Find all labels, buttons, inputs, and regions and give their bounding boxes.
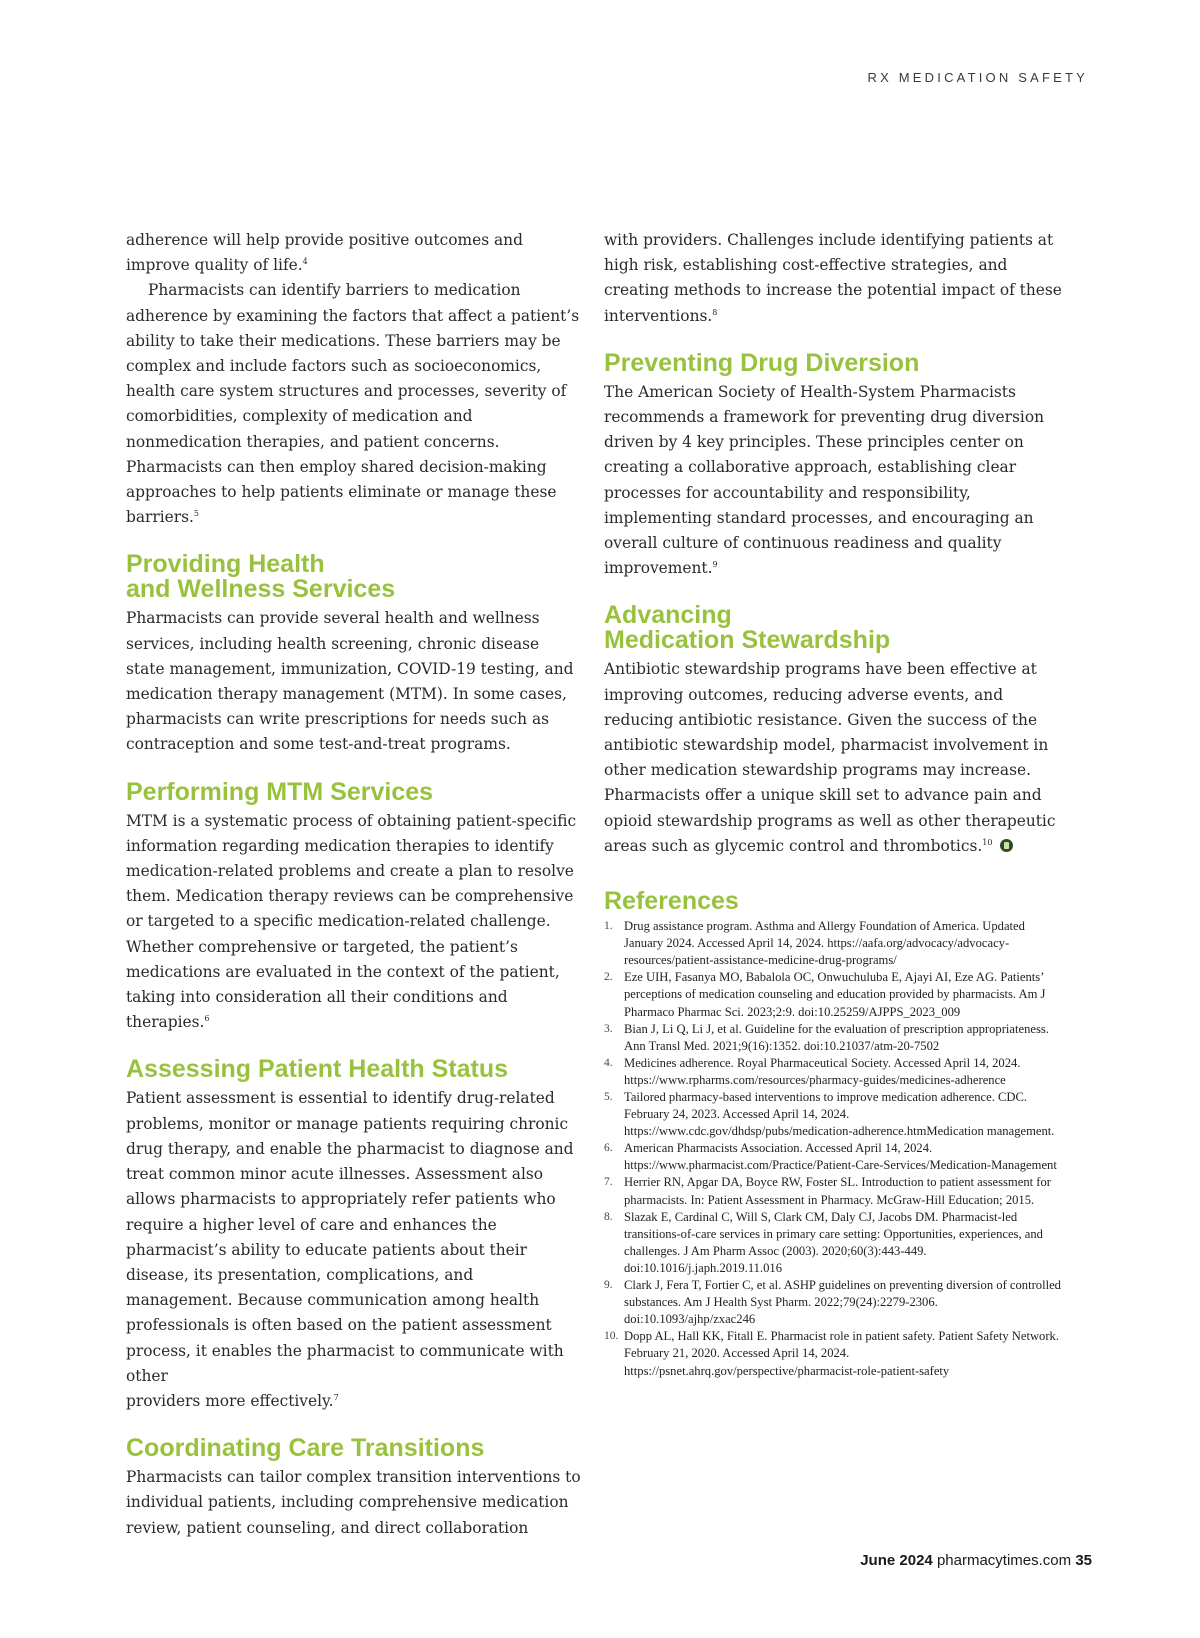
reference-text: Eze UIH, Fasanya MO, Babalola OC, Onwuchuluba E, Ajayi AI, Eze AG. Patients’ perceptions of medication counseling and education provided by pharmacists. Am J Pharmaco Pharmac Sci. 2023;2:9. doi:10.25259/AJPPS_2023_009 bbox=[624, 970, 1046, 1019]
issue-date: June 2024 bbox=[860, 1552, 933, 1569]
reference-item bbox=[604, 1277, 1066, 1328]
reference-number: 4. bbox=[604, 1056, 613, 1069]
reference-item bbox=[604, 1089, 1066, 1140]
section-heading: Assessing Patient Health Status bbox=[126, 1055, 509, 1084]
reference-text: Clark J, Fera T, Fortier C, et al. ASHP guidelines on preventing diversion of controlled substances. Am J Health Syst Pharm. 2022;79(24):2279-2306. doi:10.1093/ajhp/zxac246 bbox=[624, 1278, 1061, 1327]
paragraph-text: Pharmacists can identify barriers to medication adherence by examining the factors that affect a patient’s ability to take their medications. These barriers may be complex and include factors such as socioeconomics, health care system structures and processes, severity of comorbidities, complexity of medication and nonmedication therapies, and patient concerns. Pharmacists can then employ shared decision-making approaches to help patients eliminate or manage these barriers. bbox=[126, 281, 580, 527]
reference-number: 6. bbox=[604, 1142, 613, 1155]
reference-number: 3. bbox=[604, 1022, 613, 1035]
running-head: RX MEDICATION SAFETY bbox=[867, 70, 1088, 85]
reference-list bbox=[604, 918, 1066, 1380]
reference-number: 10. bbox=[604, 1330, 619, 1343]
paragraph bbox=[126, 278, 581, 530]
paragraph-text: Antibiotic stewardship programs have been effective at improving outcomes, reducing adverse events, and reducing antibiotic resistance. Given the success of the antibiotic stewardship model, pharmacist involvement in other medication stewardship programs may increase. Pharmacists offer a unique skill set to advance pain and opioid stewardship programs as well as other therapeutic areas such as glycemic control and thrombotics. bbox=[604, 660, 1056, 855]
reference-item bbox=[604, 1174, 1066, 1208]
paragraph-text: adherence will help provide positive outcomes and improve quality of life. bbox=[126, 231, 523, 275]
citation: 7 bbox=[333, 1392, 339, 1402]
paragraph bbox=[604, 380, 1066, 582]
heading-line: Medication Stewardship bbox=[604, 626, 891, 655]
references-heading: References bbox=[604, 887, 739, 916]
reference-number: 7. bbox=[604, 1176, 613, 1189]
reference-item bbox=[604, 918, 1066, 969]
reference-number: 5. bbox=[604, 1091, 613, 1103]
reference-item bbox=[604, 1328, 1066, 1379]
paragraph bbox=[604, 657, 1066, 859]
reference-item bbox=[604, 1055, 1066, 1089]
paragraph-text: with providers. Challenges include identifying patients at high risk, establishing cost-effective strategies, and creating methods to increase the potential impact of these interventions. bbox=[604, 231, 1062, 325]
end-mark-icon bbox=[1000, 839, 1013, 852]
citation: 4 bbox=[302, 257, 308, 267]
paragraph: Pharmacists can tailor complex transition interventions to individual patients, including comprehensive medication review, patient counseling, and direct collaboration bbox=[126, 1468, 581, 1537]
reference-text: Tailored pharmacy-based interventions to improve medication adherence. CDC. February 24, 2023. Accessed April 14, 2024. https://www.cdc.gov/dhdsp/pubs/medication-adherence.htmMedication management. bbox=[624, 1090, 1055, 1139]
paragraph bbox=[126, 809, 581, 1036]
right-column bbox=[604, 228, 1066, 1380]
reference-number: 9. bbox=[604, 1279, 613, 1292]
site-url[interactable]: pharmacytimes.com bbox=[936, 1552, 1072, 1569]
reference-number: 1. bbox=[604, 920, 613, 933]
reference-text: Medicines adherence. Royal Pharmaceutical Society. Accessed April 14, 2024. https://www.rpharms.com/resources/pharmacy-guides/medicines-adherence bbox=[624, 1055, 1021, 1087]
section-heading: Preventing Drug Diversion bbox=[604, 348, 920, 377]
citation: 5 bbox=[193, 509, 200, 519]
heading-line: Advancing bbox=[604, 601, 732, 630]
reference-text: Dopp AL, Hall KK, Fitall E. Pharmacist role in patient safety. Patient Safety Network. February 21, 2020. Accessed April 14, 2024. https://psnet.ahrq.gov/perspective/pharmacist-role-patient-safety bbox=[624, 1329, 1059, 1378]
reference-number: 8. bbox=[604, 1210, 613, 1223]
citation: 10 bbox=[982, 837, 993, 847]
section-heading: Coordinating Care Transitions bbox=[126, 1434, 485, 1463]
paragraph-text: providers more effectively. bbox=[126, 1391, 334, 1410]
section-heading bbox=[604, 603, 1066, 653]
reference-item bbox=[604, 1209, 1066, 1277]
reference-text: Herrier RN, Apgar DA, Boyce RW, Foster SL. Introduction to patient assessment for pharmacists. In: Patient Assessment in Pharmacy. McGraw-Hill Education; 2015. bbox=[624, 1175, 1051, 1207]
section-heading: Performing MTM Services bbox=[126, 777, 434, 806]
reference-text: American Pharmacists Association. Accessed April 14, 2024. https://www.pharmacist.com/Practice/Patient-Care-Services/Medication-Management bbox=[624, 1141, 1057, 1173]
reference-text: Drug assistance program. Asthma and Allergy Foundation of America. Updated January 2024. Accessed April 14, 2024. https://aafa.org/advocacy/advocacy-resources/patient-assistance-medicine-drug-programs/ bbox=[624, 919, 1025, 968]
page-footer bbox=[860, 1552, 1092, 1569]
reference-item bbox=[604, 1140, 1066, 1174]
page-number: 35 bbox=[1075, 1552, 1092, 1569]
paragraph bbox=[126, 1086, 581, 1414]
reference-item bbox=[604, 969, 1066, 1020]
reference-item bbox=[604, 1021, 1066, 1055]
paragraph bbox=[604, 228, 1066, 329]
reference-text: Bian J, Li Q, Li J, et al. Guideline for the evaluation of prescription appropriateness. Ann Transl Med. 2021;9(16):1352. doi:10.21037/atm-20-7502 bbox=[624, 1021, 1049, 1053]
reference-number: 2. bbox=[604, 971, 613, 984]
paragraph-text: The American Society of Health-System Pharmacists recommends a framework for preventing drug diversion driven by 4 key principles. These principles center on creating a collaborative approach, establishing clear processes for accountability and responsibility, implementing standard processes, and encouraging an overall culture of continuous readiness and quality improvement. bbox=[604, 382, 1045, 578]
left-column bbox=[126, 228, 581, 1541]
reference-text: Slazak E, Cardinal C, Will S, Clark CM, Daly CJ, Jacobs DM. Pharmacist-led transitions-of-care services in primary care setting: Opportunities, experiences, and challenges. J Am Pharm Assoc (2003). 2020;60(3):443-449. doi:10.1016/j.japh.2019.11.016 bbox=[624, 1209, 1043, 1275]
paragraph-text: Patient assessment is essential to identify drug-related problems, monitor or manage patients requiring chronic drug therapy, and enable the pharmacist to diagnose and treat common minor acute illnesses. Assessment also allows pharmacists to appropriately refer patients who require a higher level of care and enhances the pharmacist’s ability to educate patients about their disease, its presentation, complications, and management. Because communication among health professionals is often based on the patient assessment process, it enables the pharmacist to communicate with other bbox=[126, 1089, 574, 1385]
heading-line: Providing Health bbox=[126, 550, 325, 579]
paragraph-text: MTM is a systematic process of obtaining patient-specific information regarding medication therapies to identify medication-related problems and create a plan to resolve them. Medication therapy reviews can be comprehensive or targeted to a specific medication-related challenge. Whether comprehensive or targeted, the patient’s medications are evaluated in the context of the patient, taking into consideration all their conditions and therapies. bbox=[126, 811, 577, 1032]
section-heading bbox=[126, 552, 581, 602]
heading-line: and Wellness Services bbox=[126, 575, 396, 604]
paragraph bbox=[126, 228, 581, 278]
citation: 6 bbox=[204, 1014, 210, 1024]
paragraph: Pharmacists can provide several health and wellness services, including health screening, chronic disease state management, immunization, COVID-19 testing, and medication therapy management (MTM). In some cases, pharmacists can write prescriptions for needs such as contraception and some test-and-treat programs. bbox=[126, 609, 574, 754]
citation: 9 bbox=[712, 560, 718, 570]
citation: 8 bbox=[712, 307, 718, 317]
